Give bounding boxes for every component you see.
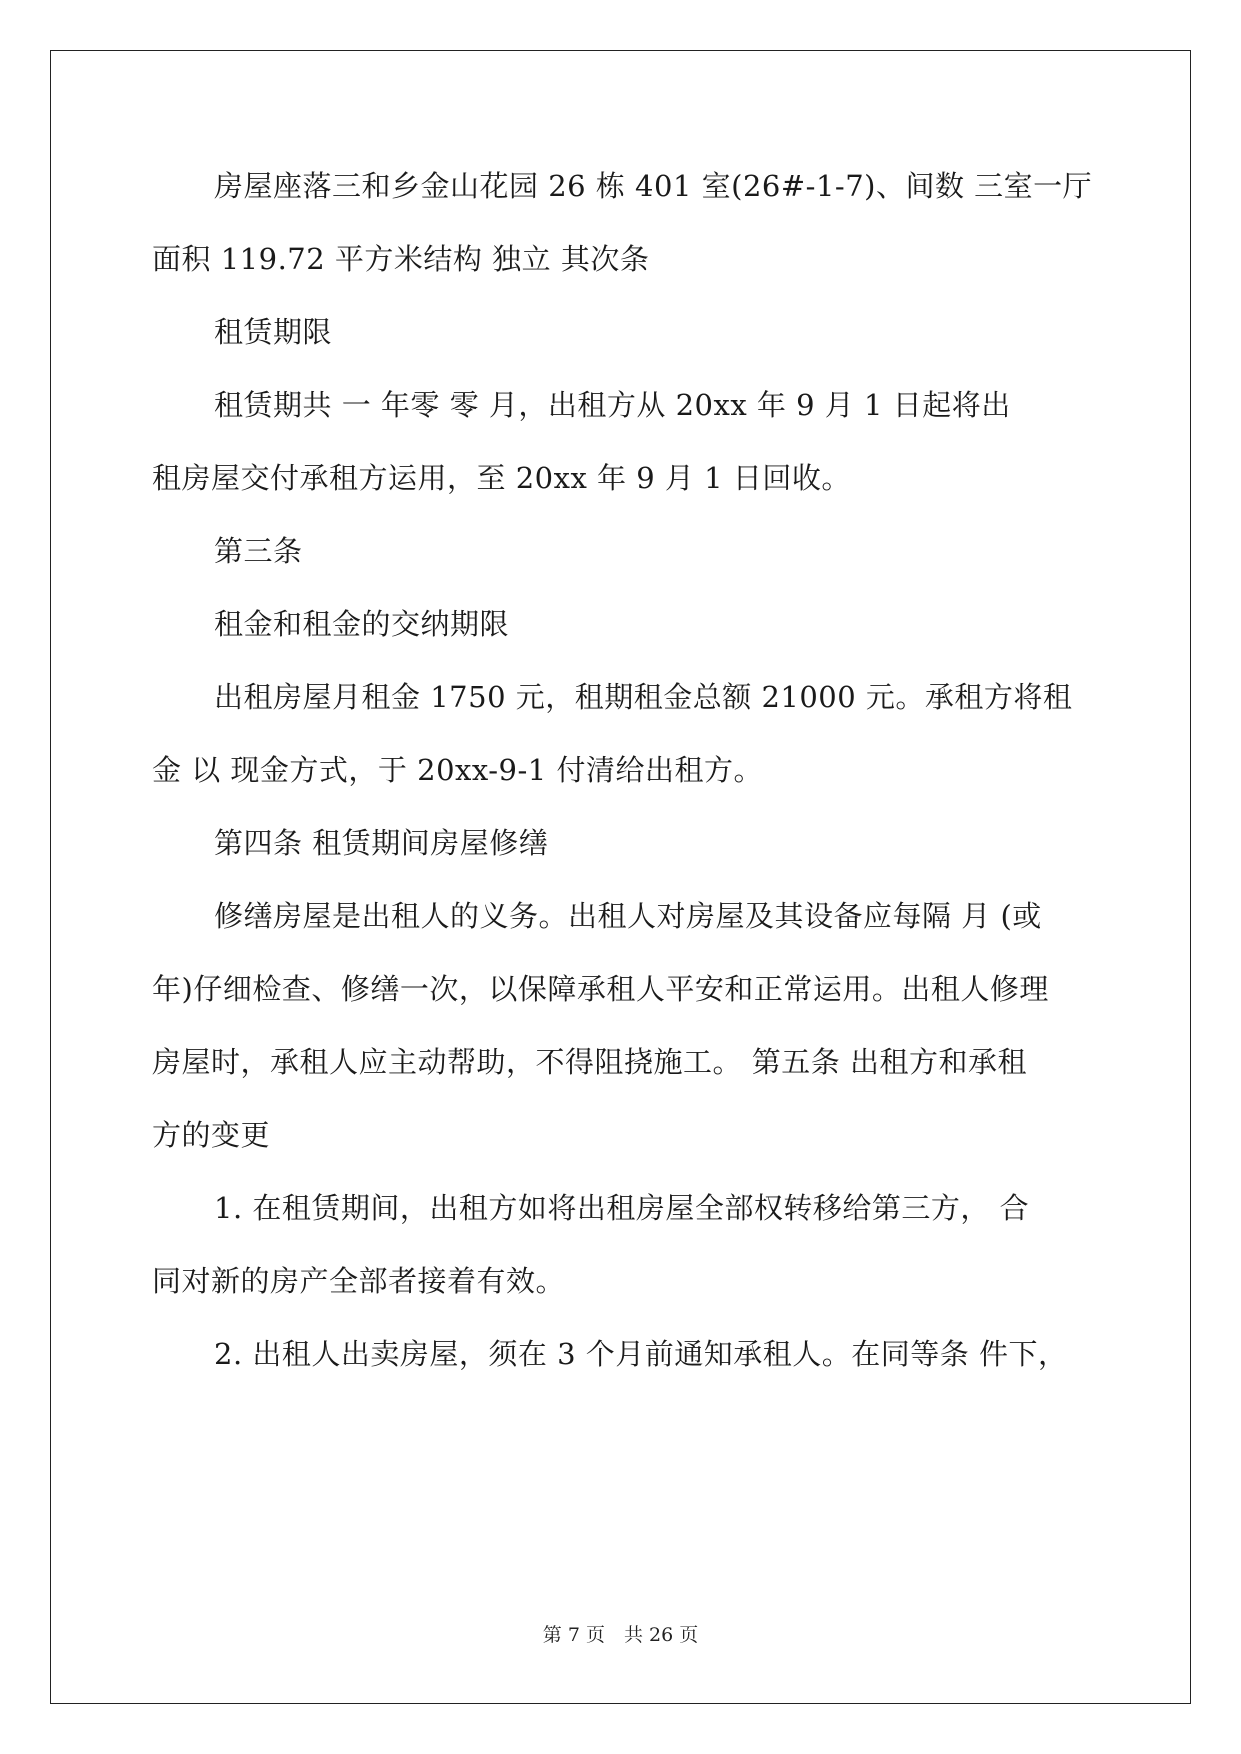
text-line: 1. 在租赁期间，出租方如将出租房屋全部权转移给第三方， 合 [214, 1191, 1030, 1225]
text-line: 面积 119.72 平方米结构 独立 其次条 [152, 242, 650, 276]
text-line: 出租房屋月租金 1750 元，租期租金总额 21000 元。承租方将租 [214, 680, 1073, 714]
text-line: 金 以 现金方式，于 20xx-9-1 付清给出租方。 [152, 753, 763, 787]
text-line: 方的变更 [152, 1118, 271, 1152]
text-line: 第四条 租赁期间房屋修缮 [214, 826, 549, 860]
text-line: 房屋座落三和乡金山花园 26 栋 401 室(26#-1-7)、间数 三室一厅 [214, 169, 1093, 203]
text-line: 租金和租金的交纳期限 [214, 607, 510, 641]
text-line: 租赁期限 [214, 315, 333, 349]
page-border [50, 50, 1191, 1704]
text-line: 年)仔细检查、修缮一次，以保障承租人平安和正常运用。出租人修理 [152, 972, 1049, 1006]
text-line: 修缮房屋是出租人的义务。出租人对房屋及其设备应每隔 月 (或 [214, 899, 1042, 933]
text-line: 同对新的房产全部者接着有效。 [152, 1264, 566, 1298]
text-line: 租赁期共 一 年零 零 月，出租方从 20xx 年 9 月 1 日起将出 [214, 388, 1011, 422]
text-line: 2. 出租人出卖房屋，须在 3 个月前通知承租人。在同等条 件下， [214, 1337, 1068, 1371]
page-number-footer: 第 7 页 共 26 页 [542, 1624, 699, 1646]
text-line: 租房屋交付承租方运用，至 20xx 年 9 月 1 日回收。 [152, 461, 851, 495]
text-line: 房屋时，承租人应主动帮助，不得阻挠施工。 第五条 出租方和承租 [152, 1045, 1027, 1079]
text-line: 第三条 [214, 534, 303, 568]
